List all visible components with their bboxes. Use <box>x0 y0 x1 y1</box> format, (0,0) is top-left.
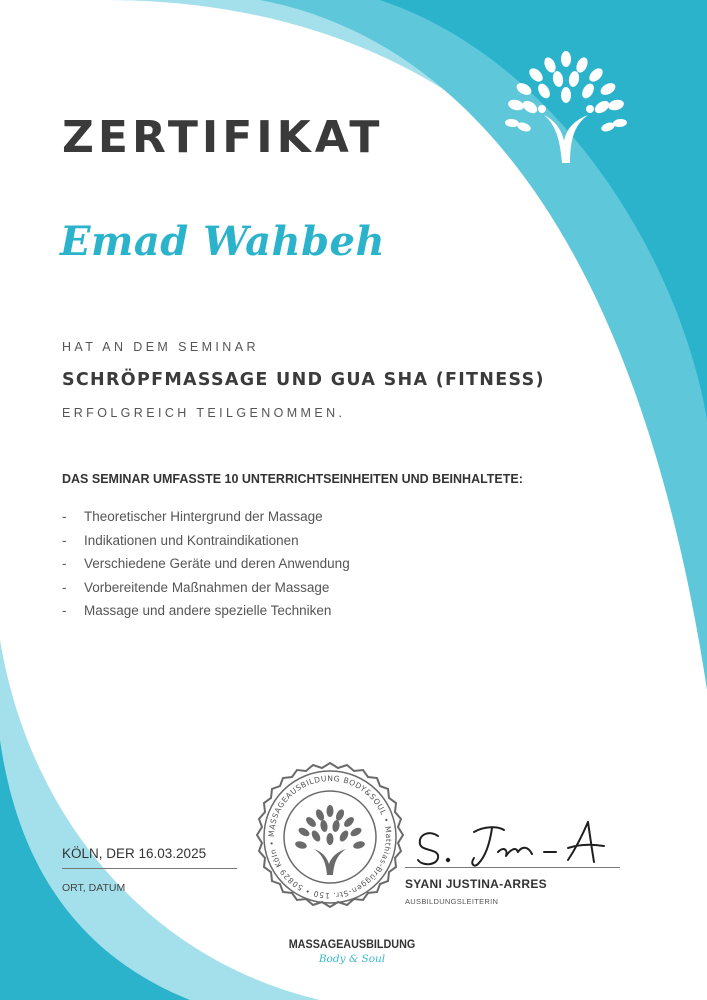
bullet-dash: - <box>62 603 67 618</box>
topic-text: Indikationen und Kontraindikationen <box>84 532 299 548</box>
list-item <box>62 599 350 623</box>
signature-divider <box>405 867 620 868</box>
list-item <box>62 552 350 576</box>
content-heading: DAS SEMINAR UMFASSTE 10 UNTERRICHTSEINHEITEN UND BEINHALTETE: <box>62 472 523 486</box>
topic-text: Verschiedene Geräte und deren Anwendung <box>84 556 350 571</box>
recipient-name: Emad Wahbeh <box>60 218 386 265</box>
topic-text: Massage und andere spezielle Techniken <box>84 603 332 618</box>
seal-stamp-icon <box>252 759 408 915</box>
bullet-dash: - <box>62 579 67 595</box>
topic-text: Vorbereitende Maßnahmen der Massage <box>84 579 330 595</box>
list-item <box>62 529 350 553</box>
handwritten-signature <box>412 812 612 870</box>
brand-name: MASSAGEAUSBILDUNG <box>288 937 416 951</box>
intro-line: HAT AN DEM SEMINAR <box>62 340 259 354</box>
topic-text: Theoretischer Hintergrund der Massage <box>84 509 323 524</box>
place-date-divider <box>62 868 237 869</box>
place-date-label: ORT, DATUM <box>62 882 126 894</box>
bullet-dash: - <box>62 556 67 571</box>
bullet-dash: - <box>62 509 67 524</box>
list-item <box>62 576 350 600</box>
place-date-value: KÖLN, DER 16.03.2025 <box>62 846 207 861</box>
bullet-dash: - <box>62 532 67 548</box>
signer-role: AUSBILDUNGSLEITERIN <box>405 897 499 906</box>
signer-name: SYANI JUSTINA-ARRES <box>405 877 547 891</box>
seminar-name: SCHRÖPFMASSAGE UND GUA SHA (FITNESS) <box>62 370 545 390</box>
brand-tagline: Body & Soul <box>318 953 386 965</box>
stamp-ring-text-path: MASSAGEAUSBILDUNG BODY&SOUL • Matthias-Brüggen-Str. 150 • 50829 Köln • <box>266 773 394 901</box>
stamp-tree <box>294 805 365 875</box>
topic-list <box>62 505 350 623</box>
completion-line: ERFOLGREICH TEILGENOMMEN. <box>62 406 346 420</box>
list-item <box>62 505 350 529</box>
tree-of-life-icon <box>500 45 632 165</box>
certificate-title: ZERTIFIKAT <box>62 112 384 163</box>
